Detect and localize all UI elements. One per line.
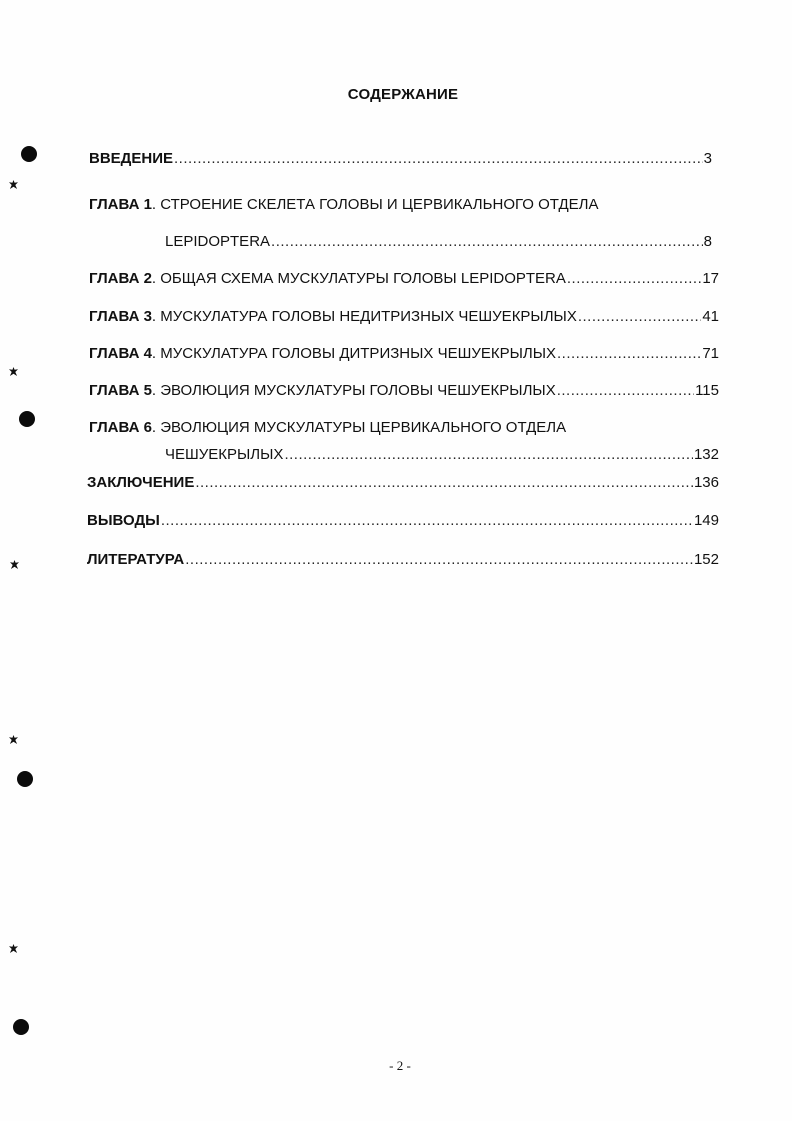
- toc-label: ВВЕДЕНИЕ: [89, 150, 173, 167]
- toc-entry-chapter-5[interactable]: [89, 381, 719, 401]
- toc-page-number: 3: [703, 150, 712, 167]
- toc-page-number: 8: [703, 233, 712, 250]
- toc-page-number: 41: [702, 308, 719, 325]
- toc-label: ЛИТЕРАТУРА: [87, 551, 185, 568]
- toc-entry-chapter-1[interactable]: [89, 195, 598, 215]
- scan-speck: [9, 944, 18, 953]
- toc-title: . СТРОЕНИЕ СКЕЛЕТА ГОЛОВЫ И ЦЕРВИКАЛЬНОГО ОТДЕЛА: [151, 196, 599, 213]
- toc-page-number: 115: [695, 382, 719, 399]
- toc-title-cont: LEPIDOPTERA: [165, 233, 271, 250]
- toc-entry-chapter-3[interactable]: [89, 307, 719, 327]
- toc-leader: [185, 550, 693, 570]
- toc-label: ВЫВОДЫ: [87, 512, 160, 529]
- toc-title: . ЭВОЛЮЦИЯ МУСКУЛАТУРЫ ЦЕРВИКАЛЬНОГО ОТДЕЛА: [151, 419, 567, 436]
- toc-leader: [174, 149, 703, 169]
- toc-leader: [161, 511, 693, 531]
- toc-entry-chapter-1-cont[interactable]: [165, 232, 712, 252]
- toc-title: . МУСКУЛАТУРА ГОЛОВЫ НЕДИТРИЗНЫХ ЧЕШУЕКРЫЛЫХ: [151, 308, 577, 325]
- toc-page-number: 132: [693, 446, 719, 463]
- toc-label: ГЛАВА 5: [89, 382, 152, 399]
- toc-label: ГЛАВА 3: [89, 308, 152, 325]
- toc-leader: [195, 473, 693, 493]
- punch-hole: [19, 411, 35, 427]
- toc-title-cont: ЧЕШУЕКРЫЛЫХ: [165, 446, 284, 463]
- toc-title: . ОБЩАЯ СХЕМА МУСКУЛАТУРЫ ГОЛОВЫ LEPIDOPTERA: [151, 270, 566, 287]
- toc-entry-references[interactable]: [87, 550, 719, 570]
- toc-label: ГЛАВА 6: [89, 419, 152, 436]
- toc-entry-chapter-2[interactable]: [89, 269, 719, 289]
- punch-hole: [13, 1019, 29, 1035]
- scan-speck: [10, 560, 19, 569]
- toc-page-number: 149: [693, 512, 719, 529]
- toc-page-number: 136: [693, 474, 719, 491]
- toc-label: ЗАКЛЮЧЕНИЕ: [87, 474, 195, 491]
- toc-entry-chapter-6[interactable]: [89, 418, 566, 438]
- toc-page-number: 152: [693, 551, 719, 568]
- page-title: СОДЕРЖАНИЕ: [347, 86, 459, 103]
- toc-leader: [557, 381, 694, 401]
- page-number: - 2 -: [389, 1058, 411, 1073]
- toc-entry-introduction[interactable]: [89, 149, 712, 169]
- toc-leader: [271, 232, 703, 252]
- scan-speck: [9, 180, 18, 189]
- punch-hole: [17, 771, 33, 787]
- toc-page-number: 17: [702, 270, 719, 287]
- toc-leader: [284, 445, 693, 465]
- scan-speck: [9, 735, 18, 744]
- toc-label: ГЛАВА 2: [89, 270, 152, 287]
- toc-title: . ЭВОЛЮЦИЯ МУСКУЛАТУРЫ ГОЛОВЫ ЧЕШУЕКРЫЛЫХ: [151, 382, 556, 399]
- toc-page-number: 71: [702, 345, 719, 362]
- toc-entry-conclusion[interactable]: [87, 473, 719, 493]
- scan-speck: [9, 367, 18, 376]
- toc-leader: [557, 344, 701, 364]
- toc-label: ГЛАВА 1: [89, 196, 152, 213]
- toc-title: . МУСКУЛАТУРА ГОЛОВЫ ДИТРИЗНЫХ ЧЕШУЕКРЫЛЫХ: [151, 345, 556, 362]
- toc-entry-findings[interactable]: [87, 511, 719, 531]
- toc-label: ГЛАВА 4: [89, 345, 152, 362]
- toc-entry-chapter-4[interactable]: [89, 344, 719, 364]
- toc-entry-chapter-6-cont[interactable]: [165, 445, 719, 465]
- toc-leader: [567, 269, 701, 289]
- toc-leader: [578, 307, 701, 327]
- punch-hole: [21, 146, 37, 162]
